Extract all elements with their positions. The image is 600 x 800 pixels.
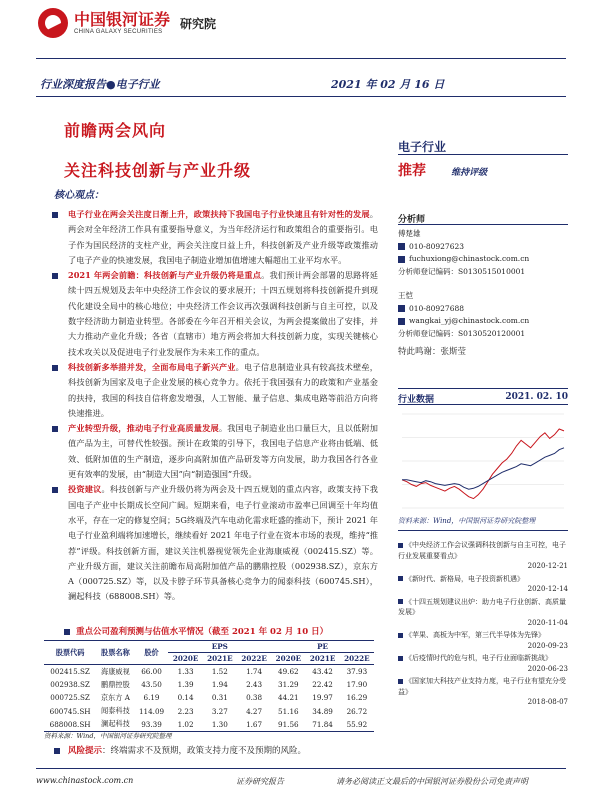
core-view-label: 核心观点： xyxy=(54,190,104,201)
table-row xyxy=(44,665,374,679)
company-logo xyxy=(38,6,216,40)
bullet-square-icon xyxy=(64,629,70,635)
table-row xyxy=(44,678,374,691)
bullet-square-icon xyxy=(398,656,403,661)
bullet-square-icon xyxy=(398,633,403,638)
table-cell: 66.00 xyxy=(141,667,162,677)
report-title-line2: 关注科技创新与产业升级 xyxy=(64,161,252,180)
table-cell: 6.19 xyxy=(143,693,160,703)
footer-type: 证券研究报告 xyxy=(236,777,284,786)
email-icon xyxy=(398,256,405,263)
analyst-email[interactable]: wangkai_yj@chinastock.com.cn xyxy=(409,316,530,325)
phone-icon xyxy=(398,243,405,250)
table-cell: 1.67 xyxy=(237,718,271,732)
footer-divider xyxy=(36,768,566,769)
bullet-square-icon xyxy=(398,679,403,684)
sidebar-divider xyxy=(398,224,568,225)
risk-label: 风险提示 xyxy=(68,746,103,756)
table-cell: 22.42 xyxy=(312,680,333,690)
table-row xyxy=(44,718,374,732)
analyst-phone: 010-80927623 xyxy=(409,241,465,251)
report-date: 2021 年 02 月 16 日 xyxy=(331,78,445,91)
table-cell: 京东方 A xyxy=(100,692,130,702)
table-cell: 31.29 xyxy=(278,680,299,690)
sidebar-divider xyxy=(398,530,568,531)
bullet-square-icon xyxy=(398,576,403,581)
table-cell: 44.21 xyxy=(278,693,299,703)
table-cell: 000725.SZ xyxy=(50,693,90,703)
bullet-square-icon xyxy=(398,543,403,548)
table-cell: 34.89 xyxy=(312,706,333,716)
table-row xyxy=(44,705,374,718)
industry-trend-chart xyxy=(398,408,568,514)
analyst-1 xyxy=(398,228,568,278)
sidebar-divider xyxy=(398,404,568,405)
bullet-item: 电子行业在两会关注度日渐上升，政策扶持下我国电子行业快速且有针对性的发展。两会对全年经济工作具有重要指导意义，为当年经济运行和政策组合的重要指引。电子作为国民经济的支柱产业，两会关注度日益上升，科技创新及产业升级等政策推动了电子产业的快速发展，我国电子制造业增加值增速大幅超出工业平均水平。 xyxy=(48,207,378,268)
core-bullets xyxy=(48,207,378,605)
rating-value: 推荐 xyxy=(398,163,426,179)
table-cell: 002938.SZ xyxy=(50,680,90,690)
year-header: 2021E xyxy=(203,653,237,665)
table-cell: 43.42 xyxy=(312,667,333,677)
table-cell: 0.38 xyxy=(246,693,263,703)
logo-en: CHINA GALAXY SECURITIES xyxy=(74,28,163,35)
bullet-square-icon xyxy=(52,365,58,371)
table-cell: 2.43 xyxy=(246,680,263,690)
table-cell: 93.39 xyxy=(135,718,169,732)
rating-note: 维持评级 xyxy=(451,168,488,178)
table-cell: 688008.SH xyxy=(44,718,96,732)
report-title-line1: 前瞻两会风向 xyxy=(64,121,167,140)
logo-cn: 中国银河证券 xyxy=(74,9,171,29)
acknowledgement: 特此鸣谢：张斯莹 xyxy=(398,347,467,357)
col-header: 股价 xyxy=(135,641,169,665)
bullet-square-icon xyxy=(52,212,58,218)
table-source: 资料来源：Wind，中国银河证券研究院整理 xyxy=(44,732,172,740)
chart-series-line xyxy=(402,429,564,499)
table-title: 重点公司盈利预测与估值水平情况（截至 2021 年 02 月 10 日） xyxy=(64,625,328,637)
related-report[interactable]: 《后疫情时代的危与机，电子行业面临新挑战》 2020-06-23 xyxy=(398,653,568,674)
sidebar-rating xyxy=(398,160,568,180)
bullet-item: 投资建议。科技创新与产业升级仍将为两会及十四五规划的重点内容，政策支持下我国电子产业中长期成长空间广阔。短期来看，电子行业滚动市盈率已回调至十年均值水平，存在一定的修复空间；5G终端及汽车电动化需求旺盛的推动下，预计 2021 年电子行业盈利端将加速增长，继续看好 2021 年电子行业在资本市场的表现，维持“推荐”评级。科技创新方面，建议关注机器视觉领先企业海康威视（002415.SZ）等。产业升级方面，建议关注前瞻布局高附加值产品的鹏鼎控股（002938.SZ），京东方 A（000725.SZ）等，以及卡脖子环节具备核心竞争力的闻泰科技（600745.SH），澜起科技（688008.SH）等。 xyxy=(48,482,378,604)
table-cell: 17.90 xyxy=(346,680,368,690)
sidebar-industry: 电子行业 xyxy=(398,140,447,154)
analyst-label: 分析师 xyxy=(398,215,426,225)
table-cell: 0.31 xyxy=(211,693,228,703)
risk-text: ：终端需求不及预期，政策支持力度不及预期的风险。 xyxy=(102,746,307,756)
valuation-table xyxy=(44,640,374,732)
table-cell: 海康威视 xyxy=(101,666,130,676)
header-divider-top xyxy=(36,58,566,59)
col-header: EPS xyxy=(168,641,271,653)
year-header: 2020E xyxy=(168,653,202,665)
table-cell: 49.62 xyxy=(278,667,299,677)
table-cell: 55.92 xyxy=(340,718,374,732)
related-report[interactable]: 《新时代、新格局，电子投资新机遇》 2020-12-14 xyxy=(398,574,568,595)
table-cell: 16.29 xyxy=(346,693,368,703)
related-report[interactable]: 《苹果、高板为中军，第三代半导体为先锋》 2020-09-23 xyxy=(398,630,568,651)
analyst-email[interactable]: fuchuxiong@chinastock.com.cn xyxy=(409,254,530,263)
related-reports xyxy=(398,540,568,710)
bullet-square-icon xyxy=(54,748,60,754)
col-header: 股票代码 xyxy=(44,641,96,665)
bullet-square-icon xyxy=(398,599,403,604)
bullet-item: 科技创新多举措并发，全面布局电子新兴产业。电子信息制造业具有较高技术壁垒，科技创新为国家及电子企业发展的核心竞争力。依托于我国强有力的政策和产业基金的扶持，我国的科技自信将愈发增强，人工智能、量子信息、集成电路等前沿方向将快速推进。 xyxy=(48,360,378,421)
email-icon xyxy=(398,318,405,325)
col-header: 股票名称 xyxy=(96,641,134,665)
report-header-bar xyxy=(36,74,566,92)
col-header: PE xyxy=(271,641,374,653)
bullet-item: 2021 年两会前瞻：科技创新与产业升级仍将是重点。我们预计两会部署的思路将延续十四五规划及去年中央经济工作会议的要求展开；十四五规划将科技创新提升到现代化建设全局中的核心地位；中央经济工作会议再次强调科技创新与自主可控，以及数字经济助力制造业转型。各部委在今年召开相关会议，为两会提案做出了安排，并大力推动产业化升级；各省（直辖市）地方两会将加大科技创新力度，实现关键核心技术攻关以及促进电子行业发展作为未来工作的重点。 xyxy=(48,268,378,360)
footer-site[interactable]: www.chinastock.com.cn xyxy=(36,776,134,785)
table-cell: 19.97 xyxy=(312,693,333,703)
table-cell: 51.16 xyxy=(278,706,299,716)
related-report[interactable]: 《国家加大科技产业支持力度，电子行业有望充分受益》 2018-08-07 xyxy=(398,677,568,706)
table-cell: 1.74 xyxy=(246,667,263,677)
table-cell: 1.33 xyxy=(177,667,194,677)
table-cell: 3.27 xyxy=(211,706,228,716)
phone-icon xyxy=(398,305,405,312)
table-cell: 1.52 xyxy=(211,667,228,677)
bullet-square-icon xyxy=(52,487,58,493)
table-cell: 43.50 xyxy=(141,680,162,690)
related-report[interactable]: 《中央经济工作会议强调科技创新与自主可控，电子行业发展重要看点》 2020-12-21 xyxy=(398,541,568,570)
header-divider-bottom xyxy=(36,96,566,97)
chart-date: 2021. 02. 10 xyxy=(505,392,568,402)
table-cell: 91.56 xyxy=(271,718,305,732)
chart-title: 行业数据 xyxy=(398,395,435,405)
table-cell: 1.39 xyxy=(177,680,194,690)
risk-warning xyxy=(54,744,306,756)
chart-source: 资料来源：Wind，中国银河证券研究院整理 xyxy=(398,517,536,525)
table-cell: 600745.SH xyxy=(49,706,91,716)
table-cell: 71.84 xyxy=(305,718,339,732)
related-report[interactable]: 《十四五规划建议出炉：助力电子行业创新、高质量发展》 2020-11-04 xyxy=(398,597,568,627)
table-cell: 0.14 xyxy=(177,693,194,703)
table-cell: 2.23 xyxy=(177,706,194,716)
sidebar-divider xyxy=(398,154,568,155)
year-header: 2021E xyxy=(305,653,339,665)
year-header: 2020E xyxy=(271,653,305,665)
table-cell: 鹏鼎控股 xyxy=(101,679,130,689)
bullet-square-icon xyxy=(52,273,58,279)
table-cell: 澜起科技 xyxy=(96,718,134,732)
table-cell: 1.94 xyxy=(211,680,228,690)
footer-disclaimer: 请务必阅读正文最后的中国银河证券股份公司免责声明 xyxy=(336,777,528,786)
table-cell: 闻泰科技 xyxy=(101,706,130,716)
table-cell: 26.72 xyxy=(346,706,368,716)
report-type: 行业深度报告●电子行业 xyxy=(40,78,160,91)
year-header: 2022E xyxy=(237,653,271,665)
bullet-item: 产业转型升级，推动电子行业高质量发展。我国电子制造业出口量巨大，且以低附加值产品为主，可替代性较强。预计在政策的引导下，我国电子信息产业将由低端、低效、低附加值的生产制造，逐步向高附加值产品研发等方向发展，助力我国各行各业更有效率的发展，由“制造大国”向“制造强国”升级。 xyxy=(48,421,378,482)
institute-label: 研究院 xyxy=(180,16,217,31)
table-cell: 1.02 xyxy=(168,718,202,732)
table-cell: 1.30 xyxy=(203,718,237,732)
table-cell: 002415.SZ xyxy=(50,667,90,677)
analyst-cert: 分析师登记编码：S0130520120001 xyxy=(398,328,526,338)
analyst-phone: 010-80927688 xyxy=(409,303,465,313)
galaxy-logo-icon xyxy=(38,8,68,38)
analyst-2 xyxy=(398,290,568,340)
table-row xyxy=(44,691,374,704)
bullet-square-icon xyxy=(52,426,58,432)
analyst-cert: 分析师登记编码：S0130515010001 xyxy=(398,266,526,276)
analyst-name: 王恺 xyxy=(398,291,413,300)
table-cell: 37.93 xyxy=(346,667,368,677)
sidebar-divider xyxy=(398,388,568,389)
analyst-name: 傅楚雄 xyxy=(398,229,421,238)
table-cell: 114.09 xyxy=(138,706,165,716)
year-header: 2022E xyxy=(340,653,374,665)
table-cell: 4.27 xyxy=(246,706,263,716)
